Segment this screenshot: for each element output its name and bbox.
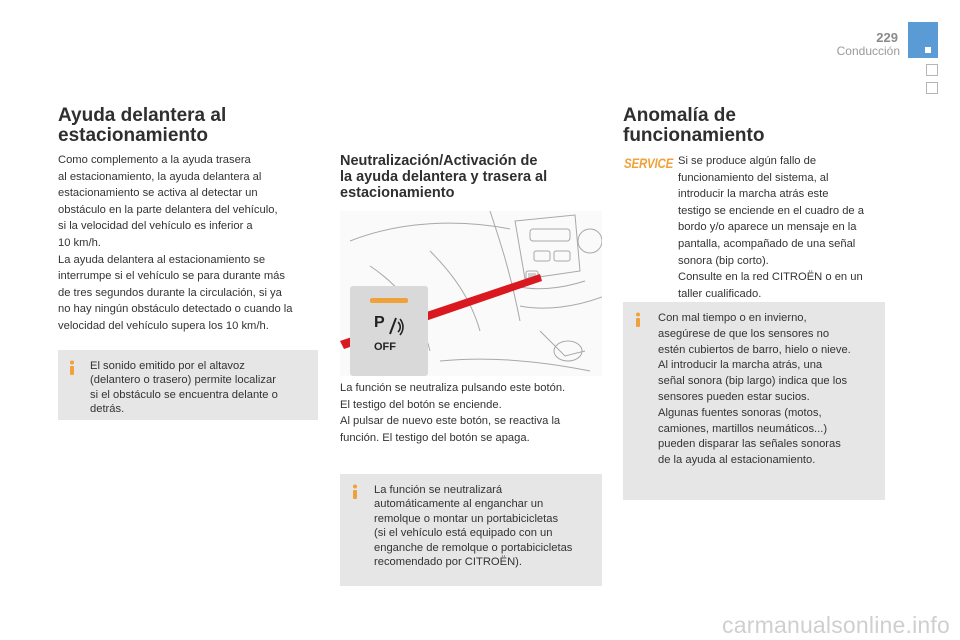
right-info-text: Con mal tiempo o en invierno, asegúrese de que los sensores no estén cubiertos de barro, hielo o nieve. Al introducir la marcha atrás, una señal sonora (bip largo) indica que los sensores pueden estar sucios. Algunas fuentes sonoras (motos, camiones, martillos neumáticos...) pueden disparar las señales sonoras de la ayuda al estacionamiento. <box>658 312 851 467</box>
chapter-tab-marker <box>925 47 931 53</box>
button-indicator-light <box>370 298 408 303</box>
left-title: Ayuda delantera al estacionamiento <box>58 105 227 146</box>
park-assist-off-button[interactable] <box>350 286 428 376</box>
service-warning-icon <box>624 157 674 177</box>
right-info-box <box>623 302 885 500</box>
section-label: Conducción <box>836 44 900 58</box>
service-label: SERVICE <box>624 157 674 172</box>
middle-body: La función se neutraliza pulsando este botón. El testigo del botón se enciende. Al pulsar de nuevo este botón, se reactiva la función. El testigo del botón se apaga. <box>340 382 566 444</box>
button-p-symbol: P <box>374 314 385 331</box>
chapter-nav-box-1[interactable] <box>926 64 938 76</box>
middle-title: Neutralización/Activación de la ayuda delantera y trasera al estacionamiento <box>340 153 548 201</box>
chapter-tab[interactable] <box>908 22 938 58</box>
dashboard-illustration <box>340 211 602 376</box>
info-icon <box>633 312 643 328</box>
middle-info-text: La función se neutralizará automáticamente al enganchar un remolque o montar un portabicicletas (si el vehículo está equipado con un enganche de remolque o portabicicletas recomendado por CITROËN). <box>374 484 573 569</box>
chapter-nav-box-2[interactable] <box>926 82 938 94</box>
sensor-waves-icon <box>388 316 404 336</box>
info-icon <box>67 360 77 376</box>
right-body: Si se produce algún fallo de funcionamiento del sistema, al introducir la marcha atrás este testigo se enciende en el cuadro de a bordo y/o aparece un mensaje en la pantalla, acompañado de una señal sonora (bip corto). Consulte en la red CITROËN o en un taller cualificado. <box>678 155 864 300</box>
button-off-label: OFF <box>374 341 396 353</box>
middle-info-box <box>340 474 602 586</box>
right-title: Anomalía de funcionamiento <box>623 105 765 146</box>
left-info-text: El sonido emitido por el altavoz (delantero o trasero) permite localizar si el obstáculo se encuentra delante o detrás. <box>90 360 278 416</box>
left-info-box <box>58 350 318 420</box>
info-icon <box>350 484 360 500</box>
page-number: 229 <box>876 30 898 45</box>
left-body: Como complemento a la ayuda trasera al estacionamiento, la ayuda delantera al estacionamiento se activa al detectar un obstáculo en la parte delantera del vehículo, si la velocidad del vehículo es inferior a 10 km/h. La ayuda delantera al estacionamiento se interrumpe si el vehículo se para durante más de tres segundos durante la circulación, si ya no hay ningún obstáculo detectado o cuando la velocidad del vehículo supera los 10 km/h. <box>58 154 293 332</box>
watermark: carmanualsonline.info <box>722 612 950 638</box>
